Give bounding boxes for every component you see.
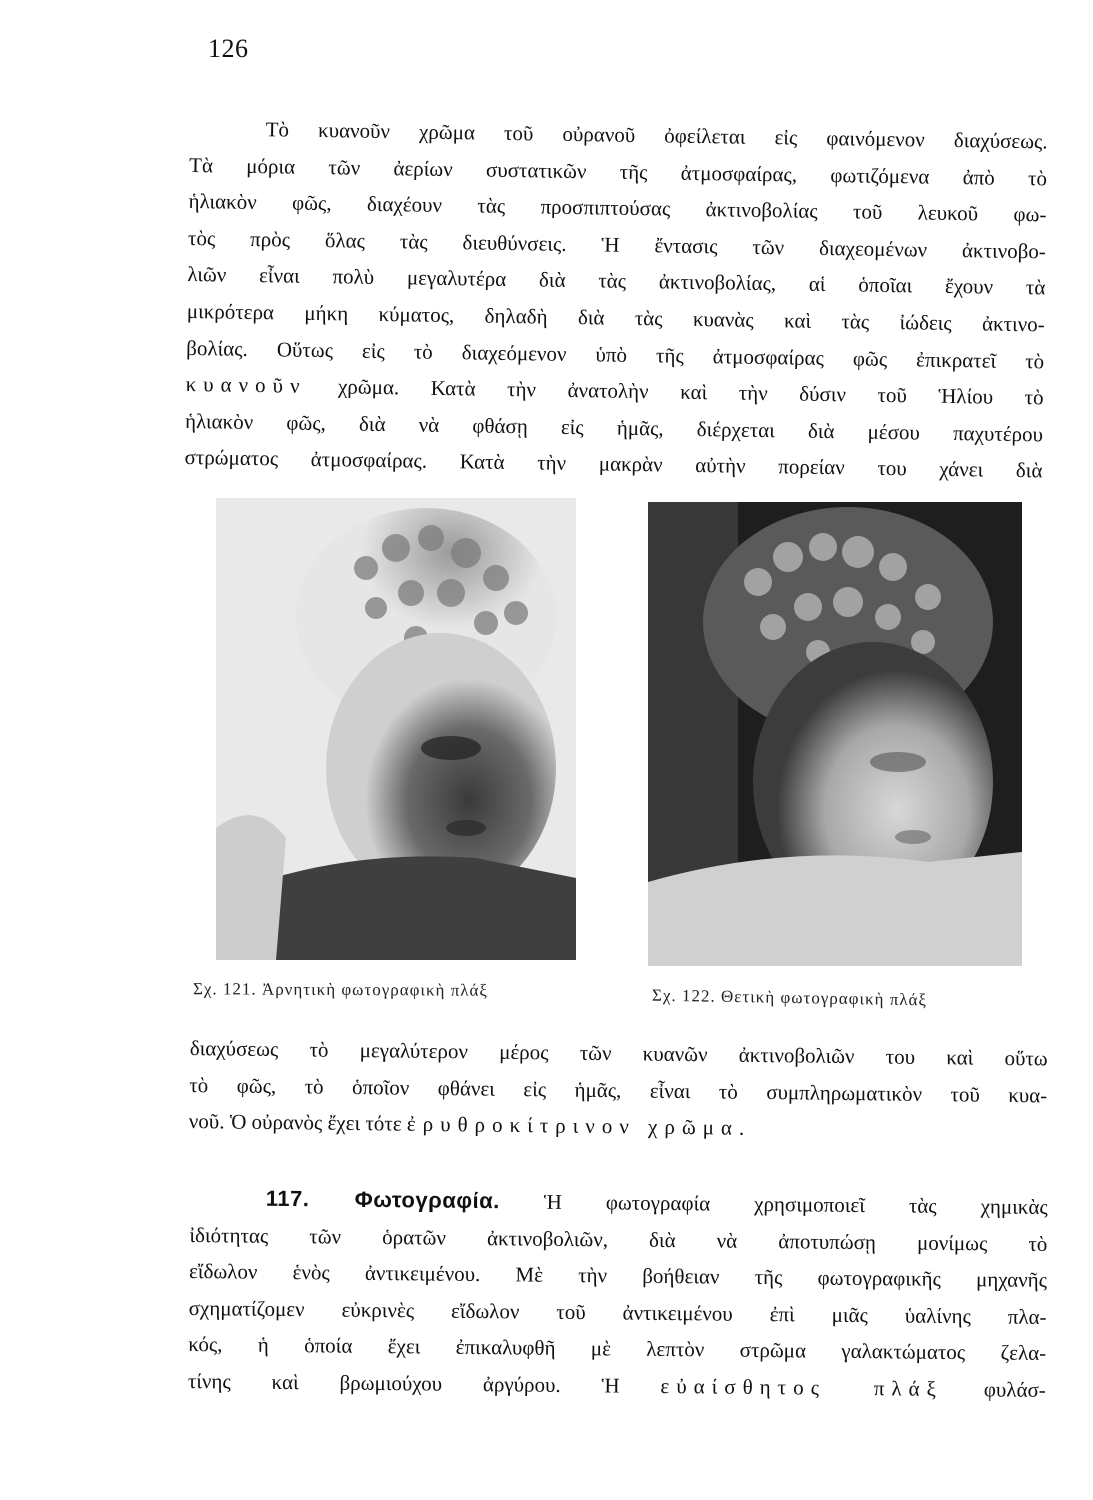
text-line: ἰδιότητας τῶν ὁρατῶν ἀκτινοβολιῶν, διὰ νὰ ἀποτυπώσῃ μονίμως τὸ: [189, 1222, 1048, 1256]
text-line: τὸ φῶς, τὸ ὁποῖον φθάνει εἰς ἡμᾶς, εἶναι τὸ συμπληρωματικὸν τοῦ κυα-: [189, 1072, 1048, 1108]
text-line: Τὰ μόρια τῶν ἀερίων συστατικῶν τῆς ἀτμοσφαίρας, φωτιζόμενα ἀπὸ τὸ: [188, 152, 1048, 191]
text-fragment: νοῦ. Ὁ οὐρανὸς ἔχει τότε: [188, 1109, 402, 1136]
text-line: Τὸ κυανοῦν χρῶμα τοῦ οὐρανοῦ ὀφείλεται εἰς φαινόμενον διαχύσεως.: [265, 117, 1048, 154]
text-fragment: Ἡ φωτογραφία χρησιμοποιεῖ τὰς χημικὰς: [543, 1189, 1048, 1219]
figure-121-caption: Σχ. 121. Ἀρνητικὴ φωτογραφικὴ πλάξ: [192, 979, 489, 1000]
emphasized-term: εὐαίσθητος πλάξ: [660, 1373, 944, 1401]
text-line: μικρότερα μήκη κύματος, δηλαδὴ διὰ τὰς κυανὰς καὶ τὰς ἰώδεις ἀκτινο-: [186, 298, 1045, 337]
figure-121-negative-plate: [216, 498, 576, 960]
text-fragment: φυλάσ-: [983, 1377, 1046, 1402]
negative-photo-image: [216, 498, 576, 960]
section-heading: 117. Φωτογραφία.: [265, 1185, 500, 1214]
text-line: διαχύσεως τὸ μεγαλύτερον μέρος τῶν κυανῶν ἀκτινοβολιῶν του καὶ οὕτω: [189, 1035, 1048, 1071]
text-line: [188, 1363, 1046, 1409]
paragraph-diffusion-continued: [189, 1030, 1048, 1150]
text-fragment: τίνης καὶ βρωμιούχου ἀργύρου. Ἡ: [187, 1368, 620, 1398]
emphasized-term: ἐρυθροκίτρινον χρῶμα.: [406, 1111, 752, 1141]
figure-122-caption: Σχ. 122. Θετικὴ φωτογραφικὴ πλάξ: [651, 985, 928, 1010]
text-line: στρώματος ἀτμοσφαίρας. Κατὰ τὴν μακρὰν αὐτὴν πορείαν του χάνει διὰ: [184, 445, 1043, 483]
page-number: 126: [208, 34, 249, 63]
emphasized-term: κυανοῦν: [185, 372, 307, 399]
text-line: κός, ἡ ὁποία ἔχει ἐπικαλυφθῆ μὲ λεπτὸν στρῶμα γαλακτώματος ζελα-: [188, 1332, 1047, 1366]
figure-122-positive-plate: [648, 502, 1022, 966]
text-line: ἡλιακὸν φῶς, διὰ νὰ φθάσῃ εἰς ἡμᾶς, διέρχεται διὰ μέσου παχυτέρου: [184, 408, 1044, 447]
text-line: σχηματίζομεν εὐκρινὲς εἴδωλον τοῦ ἀντικειμένου ἐπὶ μιᾶς ὑαλίνης πλα-: [188, 1295, 1047, 1329]
text-line: βολίας. Οὕτως εἰς τὸ διαχεόμενον ὑπὸ τῆς ἀτμοσφαίρας φῶς ἐπικρατεῖ τὸ: [186, 335, 1045, 374]
section-117-photography: [188, 1180, 1048, 1409]
text-line: ἡλιακὸν φῶς, διαχέουν τὰς προσπιπτούσας ἀκτινοβολίας τοῦ λευκοῦ φω-: [188, 189, 1047, 227]
text-line: εἴδωλον ἑνὸς ἀντικειμένου. Μὲ τὴν βοήθειαν τῆς φωτογραφικῆς μηχανῆς: [188, 1259, 1048, 1293]
text-fragment: χρῶμα. Κατὰ τὴν ἀνατολὴν καὶ τὴν δύσιν τοῦ Ἡλίου τὸ: [337, 374, 1044, 410]
positive-photo-image: [648, 502, 1022, 966]
paragraph-sky-color: [184, 110, 1048, 489]
text-line: τὸς πρὸς ὅλας τὰς διευθύνσεις. Ἡ ἔντασις τῶν διαχεομένων ἀκτινοβο-: [187, 225, 1047, 264]
text-line: λιῶν εἶναι πολὺ μεγαλυτέρα διὰ τὰς ἀκτινοβολίας, αἱ ὁποῖαι ἔχουν τὰ: [187, 262, 1046, 300]
